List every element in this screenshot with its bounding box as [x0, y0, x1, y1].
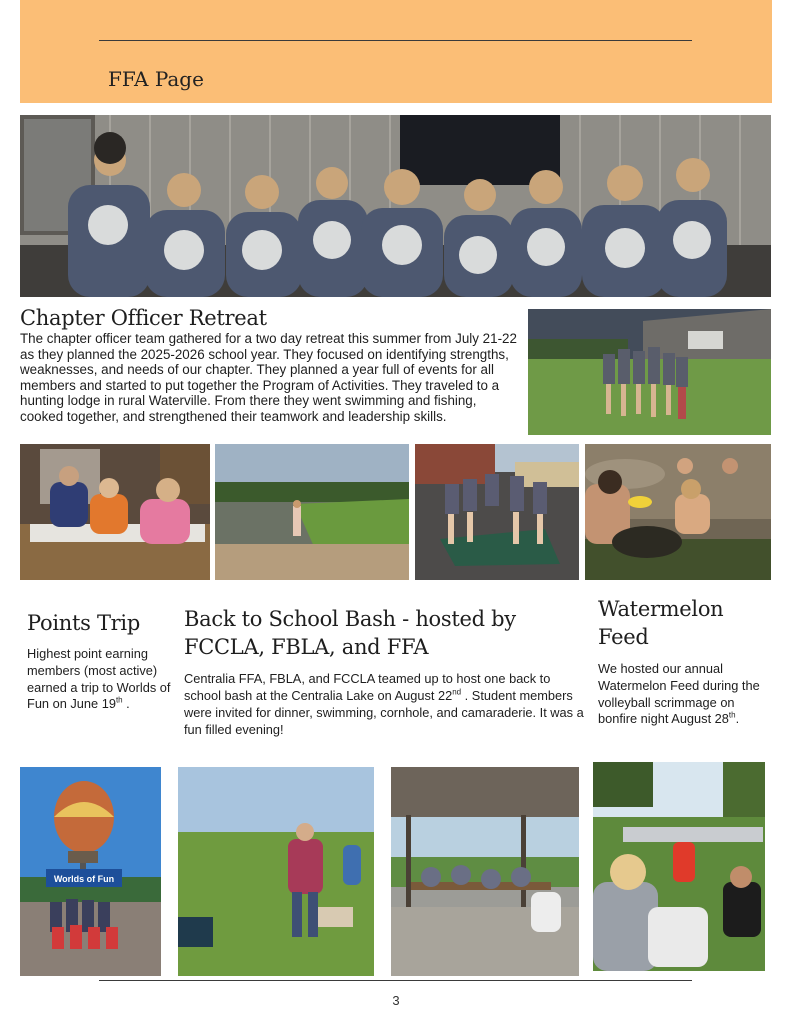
- back-to-school-bash-heading: Back to School Bash - hosted by FCCLA, FBLA, and FFA: [184, 607, 516, 659]
- retreat-description: The chapter officer team gathered for a two day retreat this summer from July 21-22 as they planned the 2025-2026 school year. They focused on identifying strengths, weaknesses, and needs of our chapter. They planned a year full of events for all members and started to put together the Program of Activities. They traveled to a hunting lodge in rural Waterville. From there they went swimming and fishing, cooked together, and strengthened their teamwork and leadership skills.: [20, 331, 517, 424]
- worlds-of-fun-sign: Worlds of Fun: [53, 874, 115, 884]
- watermelon-feed-heading: Watermelon Feed: [598, 597, 724, 649]
- planning-table-photo: [20, 444, 210, 580]
- header-divider: [99, 40, 692, 41]
- tarp-team-activity-photo: [415, 444, 579, 580]
- watermelon-feed-description: We hosted our annual Watermelon Feed during the volleyball scrimmage on bonfire night August 28th.: [598, 661, 760, 727]
- retreat-heading: Chapter Officer Retreat: [20, 306, 267, 330]
- shelter-dinner-photo: [391, 767, 579, 976]
- points-trip-description: Highest point earning members (most active) earned a trip to Worlds of Fun on June 19th .: [27, 646, 171, 712]
- retreat-group-photo: [528, 309, 771, 435]
- page-number: 3: [392, 993, 400, 1008]
- footer-divider: [99, 980, 692, 981]
- points-trip-heading: Points Trip: [27, 611, 140, 635]
- officer-team-photo: [20, 115, 771, 297]
- worlds-of-fun-photo: [20, 767, 161, 976]
- lake-fishing-photo: [215, 444, 409, 580]
- watermelon-feed-photo: [593, 762, 765, 971]
- back-to-school-bash-description: Centralia FFA, FBLA, and FCCLA teamed up to host one back to school bash at the Centralia Lake on August 22nd . Student members were invited for dinner, swimming, cornhole, and camaraderie. It was a fun filled evening!: [184, 671, 584, 737]
- swimming-creek-photo: [585, 444, 771, 580]
- page-title: FFA Page: [108, 67, 204, 91]
- cornhole-lawn-photo: [178, 767, 374, 976]
